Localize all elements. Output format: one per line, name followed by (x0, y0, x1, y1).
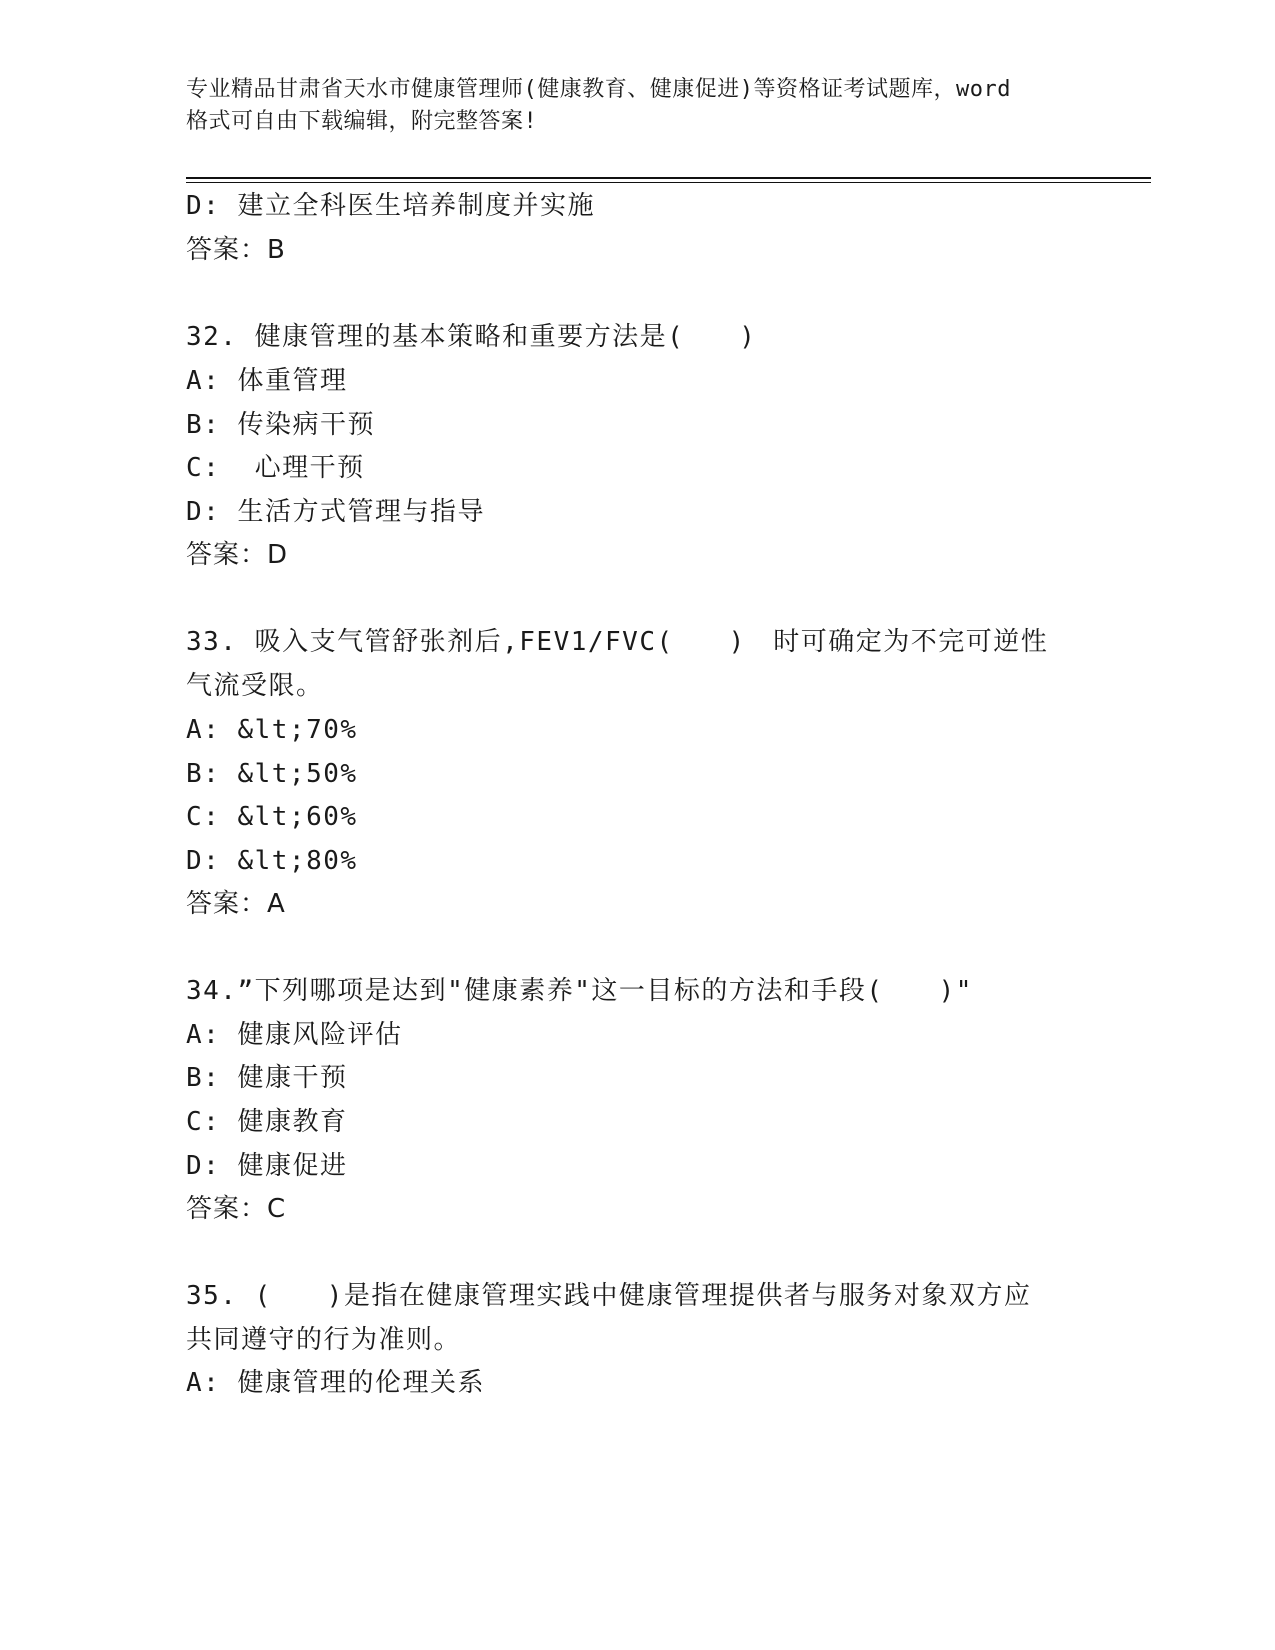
q32-option-c: C: 心理干预 (186, 453, 365, 483)
header-line-1: 专业精品甘肃省天水市健康管理师(健康教育、健康促进)等资格证考试题库，word (186, 77, 1011, 102)
q34-answer: 答案：C (186, 1194, 287, 1224)
q34-option-b: B: 健康干预 (186, 1063, 348, 1093)
q31-option-d: D: 建立全科医生培养制度并实施 (186, 191, 595, 221)
q34-option-c: C: 健康教育 (186, 1107, 348, 1137)
q33-stem-line-2: 气流受限。 (186, 671, 324, 701)
q35-stem-line-1: 35. ( )是指在健康管理实践中健康管理提供者与服务对象双方应 (186, 1281, 1032, 1311)
q33-stem-line-1: 33. 吸入支气管舒张剂后,FEV1/FVC( ) 时可确定为不完可逆性 (186, 627, 1049, 657)
q33-option-b: B: &lt;50% (186, 759, 358, 789)
q32-answer: 答案：D (186, 540, 289, 570)
q33-option-d: D: &lt;80% (186, 846, 358, 876)
header-divider-thick (186, 177, 1151, 179)
header-line-2: 格式可自由下载编辑，附完整答案! (186, 109, 538, 134)
q32-stem: 32. 健康管理的基本策略和重要方法是( ) (186, 322, 757, 352)
q33-answer: 答案：A (186, 889, 286, 919)
q33-option-a: A: &lt;70% (186, 715, 358, 745)
q34-option-a: A: 健康风险评估 (186, 1020, 403, 1050)
q32-option-b: B: 传染病干预 (186, 410, 375, 440)
document-header (186, 74, 1086, 138)
q35-option-a: A: 健康管理的伦理关系 (186, 1368, 485, 1398)
q34-option-d: D: 健康促进 (186, 1151, 348, 1181)
q33-option-c: C: &lt;60% (186, 802, 358, 832)
q34-stem: 34.”下列哪项是达到"健康素养"这一目标的方法和手段( )" (186, 976, 973, 1006)
q35-stem-line-2: 共同遵守的行为准则。 (186, 1325, 462, 1355)
q31-answer: 答案：B (186, 235, 286, 265)
q32-option-a: A: 体重管理 (186, 366, 348, 396)
q32-option-d: D: 生活方式管理与指导 (186, 497, 485, 527)
header-divider-thin (186, 182, 1151, 183)
